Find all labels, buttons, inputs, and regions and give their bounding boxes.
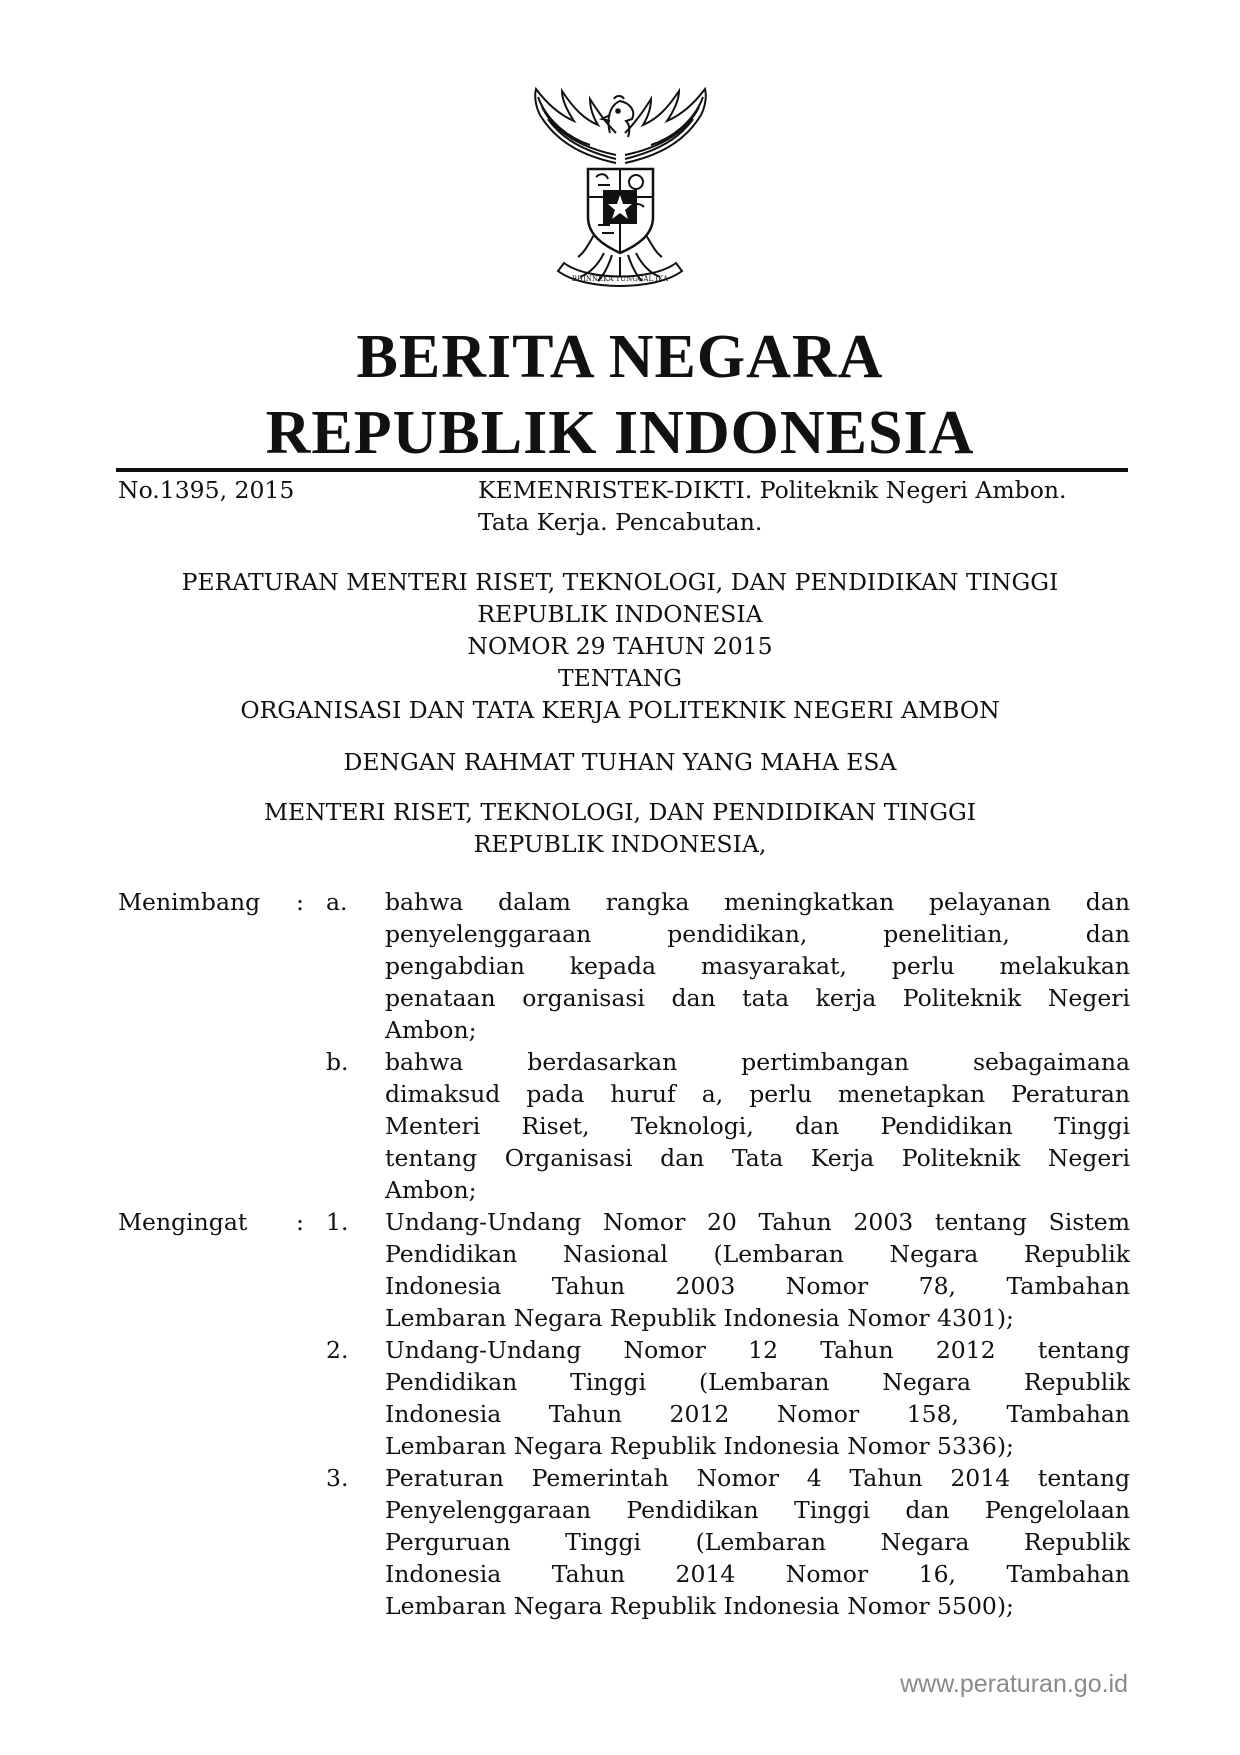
clause-mark: 3. [326, 1464, 349, 1492]
invocation: DENGAN RAHMAT TUHAN YANG MAHA ESA [343, 748, 897, 776]
clause-line: bahwa dalam rangka meningkatkan pelayanan dan [385, 888, 1130, 916]
clause-line: bahwa berdasarkan pertimbangan sebagaimana [385, 1048, 1130, 1076]
clause-line: pengabdian kepada masyarakat, perlu melakukan [385, 952, 1130, 980]
gazette-description [478, 474, 1130, 538]
gazette-description-line: KEMENRISTEK-DIKTI. Politeknik Negeri Ambon. [478, 476, 1067, 504]
clause-line: Lembaran Negara Republik Indonesia Nomor 4301); [385, 1304, 1014, 1332]
clause-line: Lembaran Negara Republik Indonesia Nomor 5500); [385, 1592, 1014, 1620]
clause-line: Peraturan Pemerintah Nomor 4 Tahun 2014 tentang [385, 1464, 1130, 1492]
gazette-description-line: Tata Kerja. Pencabutan. [478, 508, 763, 536]
clause-line: Perguruan Tinggi (Lembaran Negara Republik [385, 1528, 1130, 1556]
mengingat-colon: : [296, 1208, 304, 1236]
clause-line: Pendidikan Tinggi (Lembaran Negara Republik [385, 1368, 1130, 1396]
clause-line: tentang Organisasi dan Tata Kerja Politeknik Negeri [385, 1144, 1130, 1172]
clause-text [385, 886, 1130, 1046]
menimbang-label: Menimbang [118, 888, 261, 916]
clause-text [385, 1334, 1130, 1462]
masthead-rule [116, 468, 1128, 472]
clause-line: Pendidikan Nasional (Lembaran Negara Republik [385, 1240, 1130, 1268]
source-url-link[interactable]: www.peraturan.go.id [900, 1670, 1128, 1698]
clause-mark: a. [326, 888, 348, 916]
clause-text [385, 1462, 1130, 1622]
clause-line: Menteri Riset, Teknologi, dan Pendidikan Tinggi [385, 1112, 1130, 1140]
clause-line: Undang-Undang Nomor 20 Tahun 2003 tentang Sistem [385, 1208, 1130, 1236]
gazette-number: No.1395, 2015 [118, 476, 295, 504]
clause-mark: 2. [326, 1336, 349, 1364]
clause-line: Indonesia Tahun 2012 Nomor 158, Tambahan [385, 1400, 1130, 1428]
menimbang-colon: : [296, 888, 304, 916]
clause-line: Indonesia Tahun 2003 Nomor 78, Tambahan [385, 1272, 1130, 1300]
regulation-title-line: TENTANG [557, 664, 683, 692]
clause-line: penyelenggaraan pendidikan, penelitian, dan [385, 920, 1130, 948]
clause-text [385, 1206, 1130, 1334]
clause-line: Ambon; [385, 1176, 477, 1204]
clause-line: Penyelenggaraan Pendidikan Tinggi dan Pengelolaan [385, 1496, 1130, 1524]
garuda-emblem-icon [518, 85, 723, 297]
regulation-title-line: REPUBLIK INDONESIA [477, 600, 763, 628]
clause-text [385, 1046, 1130, 1206]
clause-mark: b. [326, 1048, 349, 1076]
regulation-number: NOMOR 29 TAHUN 2015 [467, 632, 773, 660]
clause-line: Undang-Undang Nomor 12 Tahun 2012 tentang [385, 1336, 1130, 1364]
mengingat-label: Mengingat [118, 1208, 248, 1236]
clause-line: dimaksud pada huruf a, perlu menetapkan Peraturan [385, 1080, 1130, 1108]
regulation-subject: ORGANISASI DAN TATA KERJA POLITEKNIK NEGERI AMBON [240, 696, 1000, 724]
regulation-title-line: PERATURAN MENTERI RISET, TEKNOLOGI, DAN PENDIDIKAN TINGGI [181, 568, 1059, 596]
masthead-line-2: REPUBLIK INDONESIA [265, 399, 975, 467]
clause-mark: 1. [326, 1208, 349, 1236]
minister-title-line: MENTERI RISET, TEKNOLOGI, DAN PENDIDIKAN TINGGI [263, 798, 977, 826]
clause-line: Ambon; [385, 1016, 477, 1044]
clause-line: Lembaran Negara Republik Indonesia Nomor 5336); [385, 1432, 1014, 1460]
masthead-line-1: BERITA NEGARA [356, 323, 884, 391]
clause-line: penataan organisasi dan tata kerja Politeknik Negeri [385, 984, 1130, 1012]
emblem-motto: BHINNEKA TUNGGAL IKA [571, 275, 669, 283]
minister-title-line: REPUBLIK INDONESIA, [473, 830, 767, 858]
clause-line: Indonesia Tahun 2014 Nomor 16, Tambahan [385, 1560, 1130, 1588]
